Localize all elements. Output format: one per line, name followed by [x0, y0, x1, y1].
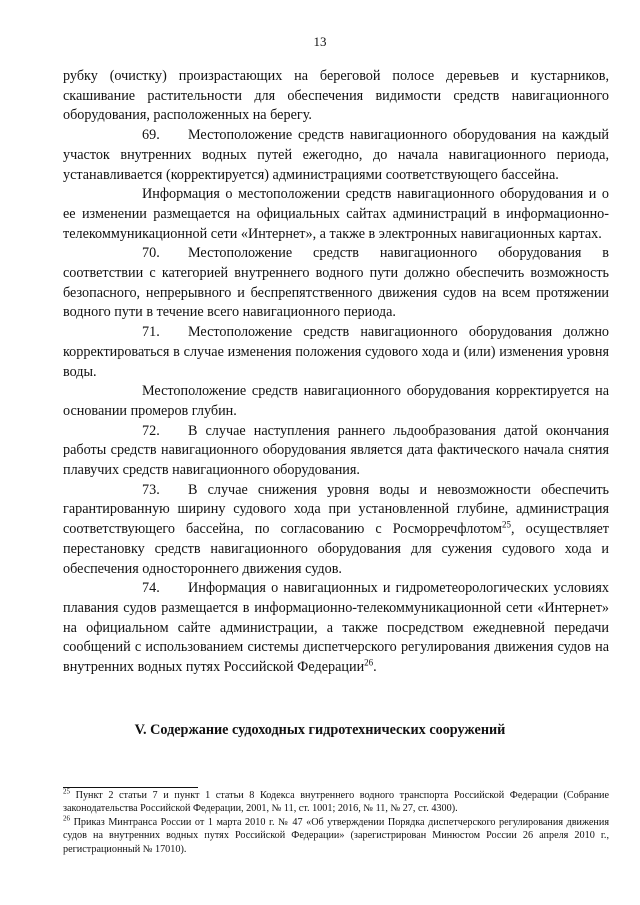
footnote-separator [63, 787, 198, 788]
footnote-mark: 25 [63, 787, 70, 796]
paragraph-71 [63, 323, 609, 382]
paragraph-70 [63, 244, 609, 323]
paragraph-74 [63, 579, 609, 678]
paragraph-number: 69. [142, 127, 160, 144]
paragraph-text: Местоположение средств навигационного оборудования на каждый участок внутренних водных путей ежегодно, до начала навигационного периода, устанавливается (корректируется) администрациями соответствующего бассейна. [63, 127, 609, 183]
paragraph-number: 72. [142, 422, 160, 439]
paragraph-69 [63, 126, 609, 185]
paragraph-72 [63, 422, 609, 481]
paragraph-number: 73. [142, 481, 160, 498]
paragraph-number: 71. [142, 324, 160, 341]
paragraph-text: В случае наступления раннего льдообразования датой окончания работы средств навигационного оборудования является дата фактического начала снятия плавучих средств навигационного оборудования. [63, 422, 609, 479]
paragraph-text: В случае снижения уровня воды и невозможности обеспечить гарантированную ширину судового хода при установленной глубине, администрация соответствующего бассейна, по согласованию с Росморречфлотом [63, 481, 609, 538]
paragraph-number: 74. [142, 580, 160, 597]
section-heading: V. Содержание судоходных гидротехнических сооружений [134, 722, 506, 738]
paragraph-71-depth [63, 382, 609, 421]
paragraph-text: Местоположение средств навигационного оборудования в соответствии с категорией внутреннего водного пути должно обеспечить возможность безопасного, непрерывного и беспрепятственного движения судов на всем протяжении водного пути в течение всего навигационного периода. [63, 245, 609, 321]
paragraph-text: Информация о навигационных и гидрометеорологических условиях плавания судов размещается в информационно-телекоммуникационной сети «Интернет» на официальном сайте администрации, а также посредством ежедневной передачи сообщений с использованием системы диспетчерского регулирования движения судов на внутренних водных путях Российской Федерации [63, 580, 609, 676]
paragraph-text-after: , осуществляет перестановку средств навигационного оборудования для сужения судового хода и обеспечения одностороннего движения судов. [63, 521, 610, 577]
paragraph-73 [63, 481, 609, 580]
footnote-26 [63, 816, 609, 856]
paragraph-text: Местоположение средств навигационного оборудования корректируется на основании промеров глубин. [63, 383, 609, 419]
paragraph-69-info [63, 185, 609, 244]
footnote-text: Приказ Минтранса России от 1 марта 2010 г. № 47 «Об утверждении Порядка диспетчерского регулирования движения судов на внутренних водных путях Российской Федерации» (зарегистрирован Минюстом России 26 апреля 2010 г., регистрационный № 17010). [63, 816, 610, 855]
footnote-25 [63, 789, 609, 816]
footnotes [63, 789, 609, 856]
footnote-text: Пункт 2 статьи 7 и пункт 1 статьи 8 Кодекса внутреннего водного транспорта Российской Федерации (Собрание законодательства Российской Федерации, 2001, № 11, ст. 1001; 2016, № 11, № 27, ст. 4300). [63, 790, 609, 815]
paragraph-text: Информация о местоположении средств навигационного оборудования и о ее изменении размещается на официальных сайтах администраций в информационно-телекоммуникационной сети «Интернет», а также в электронных навигационных картах. [63, 186, 609, 242]
paragraph-text: рубку (очистку) произрастающих на береговой полосе деревьев и кустарников, скашивание растительности для обеспечения видимости средств навигационного оборудования, расположенных на берегу. [63, 68, 609, 124]
footnote-ref[interactable]: 25 [502, 519, 512, 530]
paragraph-continuation [63, 67, 609, 126]
paragraph-text: Местоположение средств навигационного оборудования должно корректироваться в случае изменения положения судового хода и (или) изменения уровня воды. [63, 324, 609, 380]
footnote-ref[interactable]: 26 [364, 657, 374, 668]
paragraph-text-after: . [373, 659, 377, 676]
body-text [63, 67, 609, 678]
footnote-mark: 26 [63, 814, 70, 823]
page-number: 13 [313, 34, 327, 49]
paragraph-number: 70. [142, 245, 160, 262]
